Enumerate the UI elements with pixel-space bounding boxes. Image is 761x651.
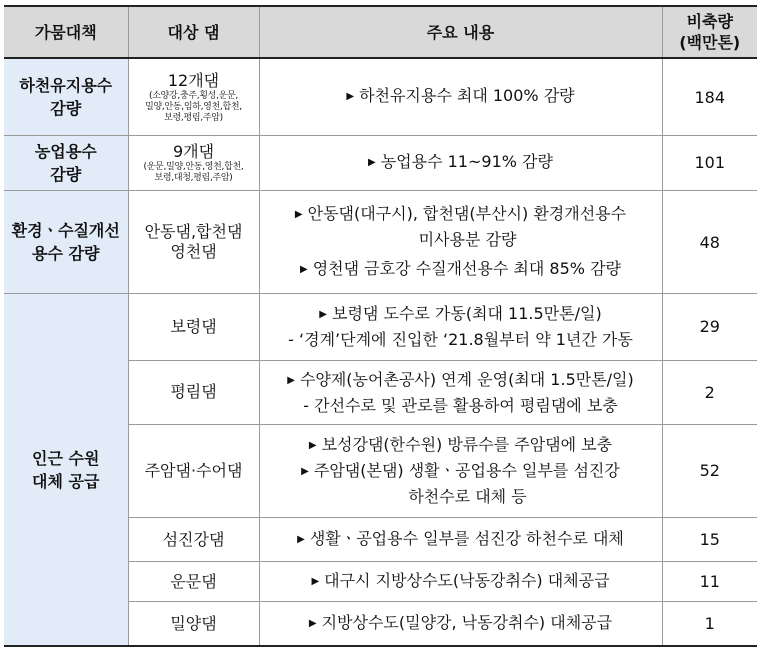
- content-cell: [259, 518, 662, 562]
- category-line2: 용수 감량: [32, 244, 100, 264]
- dam-cell: 운문댐: [128, 562, 259, 602]
- saving-value: 29: [662, 294, 757, 360]
- header-saving-line1: 비축량: [686, 12, 733, 32]
- bullet-icon: ▶: [297, 533, 305, 545]
- content-cell: [259, 360, 662, 424]
- category-cell: [4, 135, 128, 190]
- saving-value: 52: [662, 424, 757, 517]
- table-row: [4, 294, 757, 360]
- content-cell: [259, 191, 662, 294]
- content-text: 수양제(농어촌공사) 연계 운영(최대 1.5만톤/일): [299, 369, 634, 389]
- dam-count: 12개댐: [167, 70, 220, 90]
- header-content: 주요 내용: [259, 6, 662, 58]
- category-line2: 감량: [50, 164, 82, 184]
- bullet-icon: ▶: [311, 575, 320, 587]
- saving-value: 101: [662, 135, 757, 190]
- bullet-icon: ▶: [346, 91, 355, 103]
- bullet-icon: ▶: [301, 466, 309, 478]
- dam-cell: 섬진강댐: [128, 518, 259, 562]
- category-cell: [4, 58, 128, 135]
- content-text: 하천수로 대체 등: [408, 487, 527, 507]
- content-text: 영천댐 금호강 수질개선용수 최대 85% 감량: [312, 258, 621, 278]
- category-cell: [4, 294, 128, 646]
- header-saving: [662, 6, 757, 58]
- content-text: 보성강댐(한수원) 방류수를 주암댐에 보충: [321, 435, 613, 455]
- category-line2: 감량: [50, 99, 82, 119]
- table-header-row: [4, 6, 757, 58]
- table-row: [4, 191, 757, 294]
- table-row: [4, 58, 757, 135]
- dam-cell: 밀양댐: [128, 602, 259, 646]
- content-cell: [259, 294, 662, 360]
- dam-cell: 주암댐·수어댐: [128, 424, 259, 517]
- category-line1: 농업용수: [34, 141, 97, 161]
- content-text: 농업용수 11~91% 감량: [380, 151, 553, 171]
- header-measure: 가뭄대책: [4, 6, 128, 58]
- content-cell: [259, 135, 662, 190]
- drought-measures-table: [4, 5, 757, 647]
- bullet-icon: ▶: [319, 309, 327, 321]
- dam-list-line: (소양강,충주,횡성,운문,: [148, 90, 238, 101]
- dam-list-line: 보령,평림,주암): [164, 112, 223, 123]
- dam-cell: [128, 58, 259, 135]
- header-dam: 대상 댐: [128, 6, 259, 58]
- saving-value: 15: [662, 518, 757, 562]
- content-text: 안동댐(대구시), 합천댐(부산시) 환경개선용수: [307, 203, 627, 223]
- dam-cell: [128, 191, 259, 294]
- content-text: - ‘경계’단계에 진입한 ‘21.8월부터 약 1년간 가동: [288, 330, 633, 350]
- dam-list-line: 밀양,안동,임하,영천,합천,: [145, 101, 242, 112]
- bullet-icon: ▶: [308, 440, 317, 452]
- dam-count: 9개댐: [172, 141, 215, 161]
- category-line1: 환경ㆍ수질개선: [11, 221, 120, 241]
- content-cell: [259, 424, 662, 517]
- saving-value: 184: [662, 58, 757, 135]
- content-text: 생활ㆍ공업용수 일부를 섬진강 하천수로 대체: [309, 528, 624, 548]
- saving-value: 48: [662, 191, 757, 294]
- dam-name: 영천댐: [170, 242, 217, 262]
- saving-value: 1: [662, 602, 757, 646]
- content-text: 지방상수도(밀양강, 낙동강취수) 대체공급: [321, 612, 613, 632]
- dam-cell: 평림댐: [128, 360, 259, 424]
- saving-value: 11: [662, 562, 757, 602]
- table-row: [4, 135, 757, 190]
- saving-value: 2: [662, 360, 757, 424]
- dam-list-line: (운문,밀양,안동,영천,합천,: [143, 161, 244, 172]
- category-line2: 대체 공급: [32, 471, 100, 491]
- content-text: 보령댐 도수로 가동(최대 11.5만톤/일): [332, 304, 602, 324]
- content-text: 주암댐(본댐) 생활ㆍ공업용수 일부를 섬진강: [313, 461, 620, 481]
- dam-list-line: 보령,대청,평림,주암): [154, 172, 233, 183]
- bullet-icon: ▶: [368, 156, 376, 168]
- content-text: 대구시 지방상수도(낙동강취수) 대체공급: [324, 570, 610, 590]
- dam-cell: [128, 135, 259, 190]
- content-text: 하천유지용수 최대 100% 감량: [359, 86, 575, 106]
- dam-cell: 보령댐: [128, 294, 259, 360]
- content-text: 미사용분 감량: [418, 229, 517, 249]
- bullet-icon: ▶: [294, 208, 303, 220]
- dam-name: 안동댐,합천댐: [144, 222, 243, 242]
- bullet-icon: ▶: [287, 374, 295, 386]
- content-text: - 간선수로 및 관로를 활용하여 평림댐에 보충: [303, 395, 618, 415]
- category-line1: 인근 수원: [32, 448, 100, 468]
- content-cell: [259, 562, 662, 602]
- content-cell: [259, 58, 662, 135]
- category-line1: 하천유지용수: [19, 76, 113, 96]
- category-cell: [4, 191, 128, 294]
- header-saving-line2: (백만톤): [679, 33, 741, 53]
- bullet-icon: ▶: [308, 617, 317, 629]
- content-cell: [259, 602, 662, 646]
- bullet-icon: ▶: [300, 263, 308, 275]
